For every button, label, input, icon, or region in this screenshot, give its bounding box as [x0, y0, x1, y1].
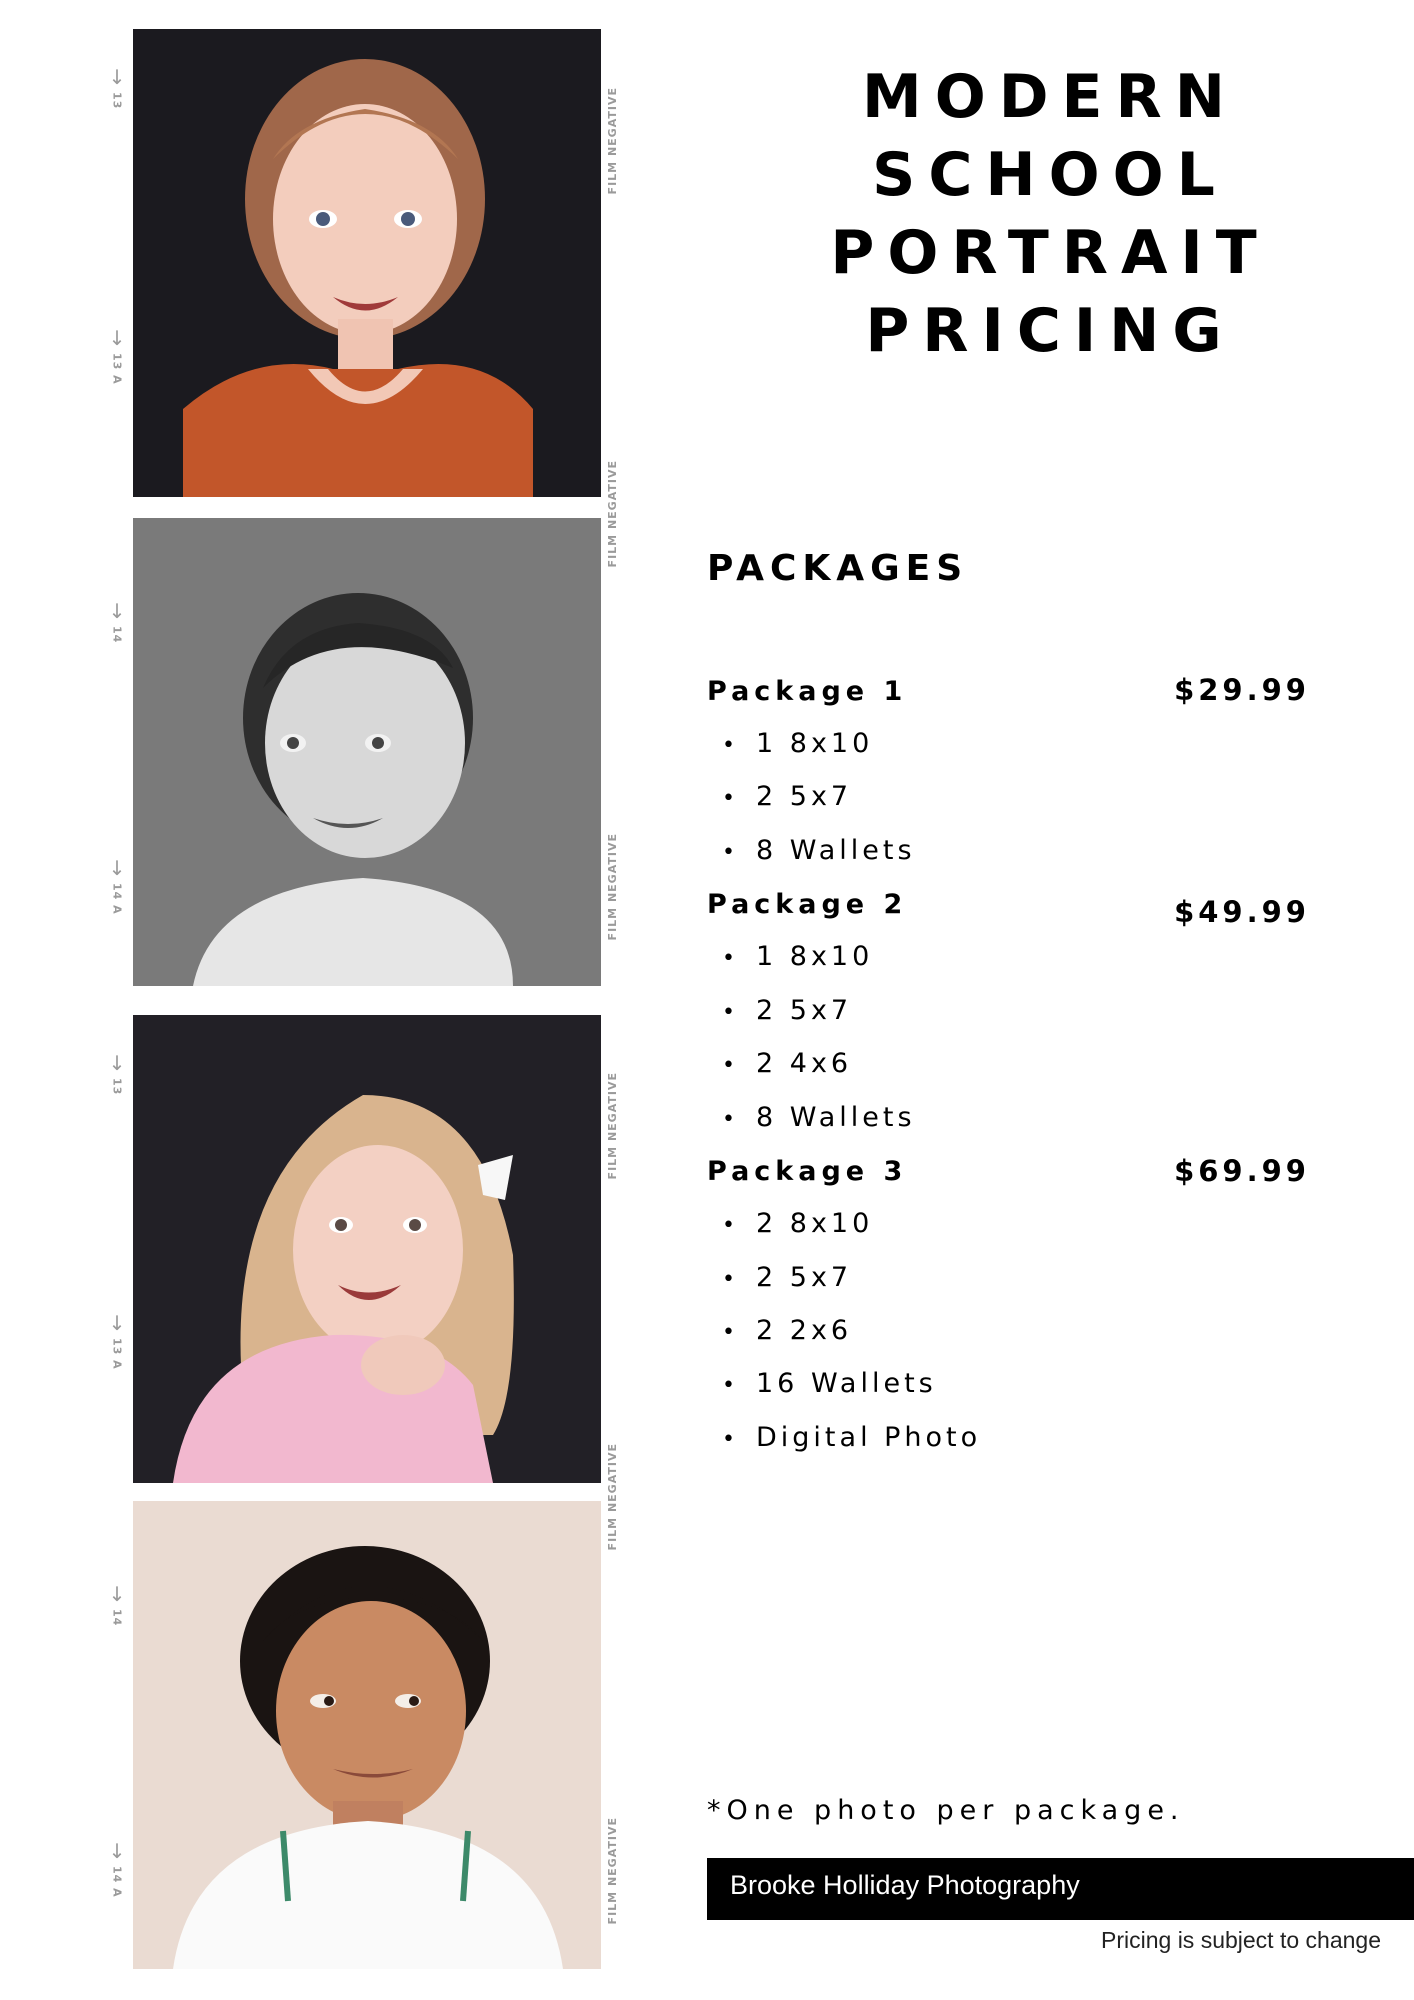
package-item-label: 1 8x10 — [756, 941, 874, 972]
package-item-label: 2 5x7 — [756, 1262, 853, 1293]
bullet-icon: • — [722, 1000, 739, 1025]
film-negative-label: FILM NEGATIVE — [606, 833, 619, 941]
film-strip — [0, 0, 640, 2000]
package-item-label: 1 8x10 — [756, 728, 874, 759]
bullet-icon: • — [722, 840, 739, 865]
down-arrow-icon: ↓ — [108, 599, 126, 623]
package-item — [722, 1368, 937, 1399]
package-item — [722, 941, 873, 972]
package-item — [722, 1048, 852, 1079]
bullet-icon: • — [722, 1373, 739, 1398]
down-arrow-icon: ↓ — [108, 1311, 126, 1335]
down-arrow-icon: ↓ — [108, 326, 126, 350]
down-arrow-icon: ↓ — [108, 65, 126, 89]
package-item — [722, 995, 852, 1026]
frame-mark-13a: ↓ 13 A — [102, 327, 132, 385]
package-price: $29.99 — [1174, 673, 1310, 707]
frame-mark-13: ↓ 13 — [102, 1052, 132, 1095]
title-line: SCHOOL — [872, 140, 1228, 210]
bullet-icon: • — [722, 1213, 739, 1238]
frame-mark-13: ↓ 13 — [102, 66, 132, 109]
frame-mark-14a: ↓ 14 A — [102, 857, 132, 915]
down-arrow-icon: ↓ — [108, 1839, 126, 1863]
footnote: *One photo per package. — [707, 1795, 1185, 1826]
package-item-label: 2 8x10 — [756, 1208, 874, 1239]
package-item-label: Digital Photo — [756, 1422, 982, 1453]
package-item-label: 2 2x6 — [756, 1315, 853, 1346]
bullet-icon: • — [722, 1427, 739, 1452]
package-name: Package 3 — [707, 1156, 908, 1187]
bullet-icon: • — [722, 1320, 739, 1345]
packages-heading: PACKAGES — [707, 548, 969, 589]
title-line: MODERN — [862, 62, 1238, 132]
package-item — [722, 1315, 852, 1346]
portrait-photo-girl-orange — [133, 29, 601, 497]
package-item-label: 8 Wallets — [756, 835, 916, 866]
bullet-icon: • — [722, 786, 739, 811]
package-item — [722, 728, 873, 759]
frame-mark-14a: ↓ 14 A — [102, 1840, 132, 1898]
bullet-icon: • — [722, 733, 739, 758]
package-item-label: 2 5x7 — [756, 995, 853, 1026]
package-item — [722, 1262, 852, 1293]
frame-mark-14: ↓ 14 — [102, 1583, 132, 1626]
package-item-label: 16 Wallets — [756, 1368, 937, 1399]
package-item — [722, 1208, 873, 1239]
package-item — [722, 1102, 916, 1133]
film-negative-label: FILM NEGATIVE — [606, 1443, 619, 1551]
film-negative-label: FILM NEGATIVE — [606, 1072, 619, 1180]
bullet-icon: • — [722, 1267, 739, 1292]
package-item-label: 8 Wallets — [756, 1102, 916, 1133]
film-negative-label: FILM NEGATIVE — [606, 460, 619, 568]
portrait-photo-girl-pink — [133, 1015, 601, 1483]
down-arrow-icon: ↓ — [108, 856, 126, 880]
bullet-icon: • — [722, 1107, 739, 1132]
package-price: $69.99 — [1174, 1154, 1310, 1188]
package-item — [722, 1422, 981, 1453]
package-item — [722, 835, 916, 866]
package-item-label: 2 5x7 — [756, 781, 853, 812]
package-name: Package 2 — [707, 889, 908, 920]
frame-mark-14: ↓ 14 — [102, 600, 132, 643]
brand-name: Brooke Holliday Photography — [730, 1870, 1080, 1900]
frame-mark-13a: ↓ 13 A — [102, 1312, 132, 1370]
brand-bar — [707, 1858, 1414, 1920]
title-line: PORTRAIT — [830, 218, 1270, 288]
title-line: PRICING — [865, 296, 1235, 366]
page-title — [780, 58, 1320, 370]
bullet-icon: • — [722, 946, 739, 971]
portrait-photo-boy-polo — [133, 1501, 601, 1969]
film-negative-label: FILM NEGATIVE — [606, 87, 619, 195]
package-item — [722, 781, 852, 812]
film-negative-label: FILM NEGATIVE — [606, 1817, 619, 1925]
down-arrow-icon: ↓ — [108, 1582, 126, 1606]
package-price: $49.99 — [1174, 895, 1310, 929]
down-arrow-icon: ↓ — [108, 1051, 126, 1075]
portrait-photo-toddler-bw — [133, 518, 601, 986]
pricing-disclaimer: Pricing is subject to change — [1101, 1927, 1381, 1953]
package-name: Package 1 — [707, 676, 908, 707]
bullet-icon: • — [722, 1053, 739, 1078]
package-item-label: 2 4x6 — [756, 1048, 853, 1079]
